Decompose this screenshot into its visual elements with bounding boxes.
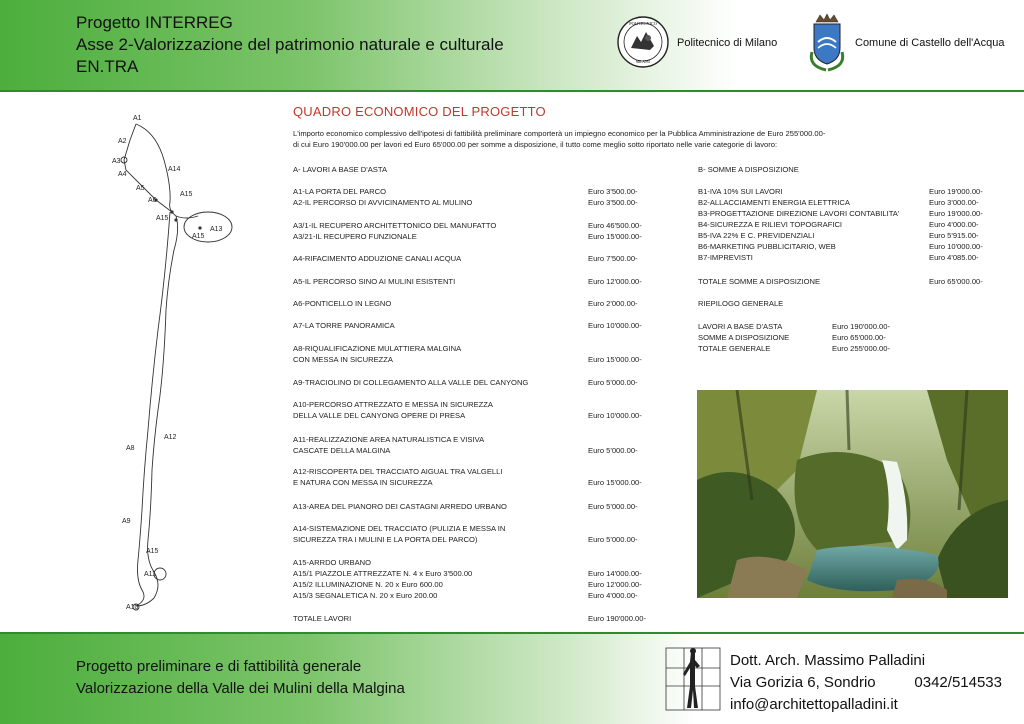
section-a-item-label: A6-PONTICELLO IN LEGNO [293, 299, 392, 308]
section-a-item-amount: Euro 2'000.00- [588, 299, 638, 308]
section-a-item-amount: Euro 15'000.00- [588, 232, 642, 241]
intro-line: di cui Euro 190'000.00 per lavori ed Euro 65'000.00 per somme a disposizione, il tutto come meglio sotto riportato nelle varie categorie di lavoro: [293, 140, 778, 149]
summary-title: RIEPILOGO GENERALE [698, 299, 784, 308]
contact-block [730, 650, 1002, 716]
section-a-item-amount: Euro 4'000.00- [588, 591, 638, 600]
section-b-item-amount: Euro 4'000.00- [929, 220, 979, 229]
section-a-item-label: A4-RIFACIMENTO ADDUZIONE CANALI ACQUA [293, 254, 462, 263]
section-b-item-label: B6-MARKETING PUBBLICITARIO, WEB [698, 242, 836, 251]
section-a-item-label: A14-SISTEMAZIONE DEL TRACCIATO (PULIZIA E MESSA IN [293, 524, 506, 533]
header-divider [0, 90, 1024, 92]
map-label: A11 [144, 571, 156, 578]
section-b-item-amount: Euro 3'000.00- [929, 198, 979, 207]
section-a-item-label: A2-IL PERCORSO DI AVVICINAMENTO AL MULINO [293, 198, 473, 207]
map-label: A9 [122, 518, 131, 525]
section-b-item-label: B5-IVA 22% E C. PREVIDENZIALI [698, 231, 815, 240]
section-a-title: A- LAVORI A BASE D'ASTA [293, 165, 388, 174]
address-row [730, 672, 1002, 694]
summary-item-label: LAVORI A BASE D'ASTA [698, 322, 783, 331]
section-a-item-amount: Euro 10'000.00- [588, 411, 642, 420]
section-a-item-label: CASCATE DELLA MALGINA [293, 446, 391, 455]
section-a-item-label: A9-TRACIOLINO DI COLLEGAMENTO ALLA VALLE DEL CANYONG [293, 378, 529, 387]
section-b-item-amount: Euro 10'000.00- [929, 242, 983, 251]
section-a-item-label: A3/21-IL RECUPERO FUNZIONALE [293, 232, 417, 241]
map-label: A13 [210, 226, 223, 233]
total-b-label: TOTALE SOMME A DISPOSIZIONE [698, 277, 821, 286]
section-a-item-amount: Euro 12'000.00- [588, 277, 642, 286]
intro-text [293, 128, 943, 150]
section-a-item-amount: Euro 46'500.00- [588, 221, 642, 230]
map-label: A12 [164, 434, 177, 441]
section-a-item-amount: Euro 5'000.00- [588, 446, 638, 455]
section-b-item-amount: Euro 19'000.00- [929, 187, 983, 196]
modulor-logo [664, 646, 722, 712]
map-label: A10 [126, 604, 139, 611]
section-a-item-label: A10-PERCORSO ATTREZZATO E MESSA IN SICUREZZA [293, 400, 494, 409]
map-label: A15 [180, 191, 193, 198]
section-b-item-label: B3-PROGETTAZIONE DIREZIONE LAVORI CONTABILITA' [698, 209, 900, 218]
header-title [76, 12, 504, 78]
section-a-item-amount: Euro 3'500.00- [588, 187, 638, 196]
map-label: A15 [192, 233, 205, 240]
summary-item-amount: Euro 190'000.00- [832, 322, 891, 331]
seal-subtext: MILANO [635, 60, 651, 64]
summary-item-label: SOMME A DISPOSIZIONE [698, 333, 790, 342]
section-a-item-label: A1-LA PORTA DEL PARCO [293, 187, 386, 196]
header-line: Progetto INTERREG [76, 13, 233, 32]
section-a-item-amount: Euro 15'000.00- [588, 478, 642, 487]
section-a-item-label: E NATURA CON MESSA IN SICUREZZA [293, 478, 433, 487]
map-label: A4 [118, 171, 127, 178]
section-a-item-amount: Euro 14'000.00- [588, 569, 642, 578]
section-a-item-amount: Euro 7'500.00- [588, 254, 638, 263]
section-a-item-amount: Euro 5'000.00- [588, 535, 638, 544]
section-a-item-label: A5-IL PERCORSO SINO AI MULINI ESISTENTI [293, 277, 456, 286]
summary-item-label: TOTALE GENERALE [698, 344, 771, 353]
map-label: A1 [133, 115, 142, 122]
header-line: EN.TRA [76, 57, 139, 76]
footer-line: Valorizzazione della Valle dei Mulini della Malgina [76, 680, 405, 697]
map-label: A5 [136, 185, 145, 192]
section-b-item-amount: Euro 5'915.00- [929, 231, 979, 240]
map-label: A2 [118, 138, 127, 145]
section-a-item-amount: Euro 3'500.00- [588, 198, 638, 207]
section-a-item-label: SICUREZZA TRA I MULINI E LA PORTA DEL PARCO) [293, 535, 478, 544]
section-a-item-amount: Euro 5'000.00- [588, 378, 638, 387]
route-map [96, 110, 246, 618]
email-link[interactable]: info@architettopalladini.it [730, 696, 898, 713]
architect-name: Dott. Arch. Massimo Palladini [730, 652, 926, 669]
section-a-item-amount: Euro 190'000.00- [588, 614, 647, 623]
map-label: A15 [146, 548, 159, 555]
section-a-item-label: A11-REALIZZAZIONE AREA NATURALISTICA E VISIVA [293, 435, 485, 444]
section-a-item-amount: Euro 10'000.00- [588, 321, 642, 330]
section-a-item-label: A3/1-IL RECUPERO ARCHITETTONICO DEL MANUFATTO [293, 221, 497, 230]
map-label: A14 [168, 166, 181, 173]
footer-line: Progetto preliminare e di fattibilità generale [76, 658, 362, 675]
politecnico-label: Politecnico di Milano [677, 37, 778, 49]
address: Via Gorizia 6, Sondrio [730, 674, 876, 691]
map-label: A8 [126, 445, 135, 452]
politecnico-seal-logo [617, 16, 669, 68]
section-a-item-amount: Euro 15'000.00- [588, 355, 642, 364]
footer-project-text [76, 656, 405, 700]
section-b-item-amount: Euro 19'000.00- [929, 209, 983, 218]
section-a-item-label: A12-RISCOPERTA DEL TRACCIATO AIGUAL TRA VALGELLI [293, 467, 503, 476]
section-a-item-label: A15-ARRDO URBANO [293, 558, 372, 567]
section-a-item-label: A15/2 ILLUMINAZIONE N. 20 x Euro 600.00 [293, 580, 443, 589]
section-a-item-label: A15/1 PIAZZOLE ATTREZZATE N. 4 x Euro 3'500.00 [293, 569, 473, 578]
intro-line: L'importo economico complessivo dell'ipotesi di fattibilità preliminare comporterà un impiegno economico per la Pubblica Amministrazione de Euro 255'000.00- [293, 129, 826, 138]
section-a-item-label: A15/3 SEGNALETICA N. 20 x Euro 200.00 [293, 591, 438, 600]
map-label: A3 [112, 158, 121, 165]
phone[interactable]: 0342/514533 [914, 674, 1002, 691]
section-b-item-label: B7-IMPREVISTI [698, 253, 753, 262]
seal-text: POLITECNICO [629, 21, 657, 26]
section-a-item-label: TOTALE LAVORI [293, 614, 352, 623]
header-line: Asse 2-Valorizzazione del patrimonio naturale e culturale [76, 35, 504, 54]
comune-crest-logo [806, 12, 848, 74]
section-a-item-label: A13-AREA DEL PIANORO DEI CASTAGNI ARREDO URBANO [293, 502, 507, 511]
comune-label: Comune di Castello dell'Acqua [855, 37, 1005, 49]
summary-item-amount: Euro 65'000.00- [832, 333, 886, 342]
page-title: QUADRO ECONOMICO DEL PROGETTO [293, 104, 546, 119]
section-b-title: B- SOMME A DISPOSIZIONE [698, 165, 799, 174]
section-a-item-label: DELLA VALLE DEL CANYONG OPERE DI PRESA [293, 411, 466, 420]
section-a-item-amount: Euro 5'000.00- [588, 502, 638, 511]
waterfall-photo [697, 390, 1008, 598]
section-a-item-amount: Euro 12'000.00- [588, 580, 642, 589]
summary-item-amount: Euro 255'000.00- [832, 344, 891, 353]
section-b-item-label: B4-SICUREZZA E RILIEVI TOPOGRAFICI [698, 220, 843, 229]
section-b-item-label: B1-IVA 10% SUI LAVORI [698, 187, 783, 196]
section-a-item-label: CON MESSA IN SICUREZZA [293, 355, 393, 364]
section-b-item-label: B2-ALLACCIAMENTI ENERGIA ELETTRICA [698, 198, 850, 207]
section-a-item-label: A7-LA TORRE PANORAMICA [293, 321, 395, 330]
total-b-amount: Euro 65'000.00- [929, 277, 983, 286]
section-a-item-label: A8-RIQUALIFICAZIONE MULATTIERA MALGINA [293, 344, 462, 353]
map-label: A6 [148, 197, 157, 204]
map-label: A15 [156, 215, 169, 222]
section-b-item-amount: Euro 4'085.00- [929, 253, 979, 262]
